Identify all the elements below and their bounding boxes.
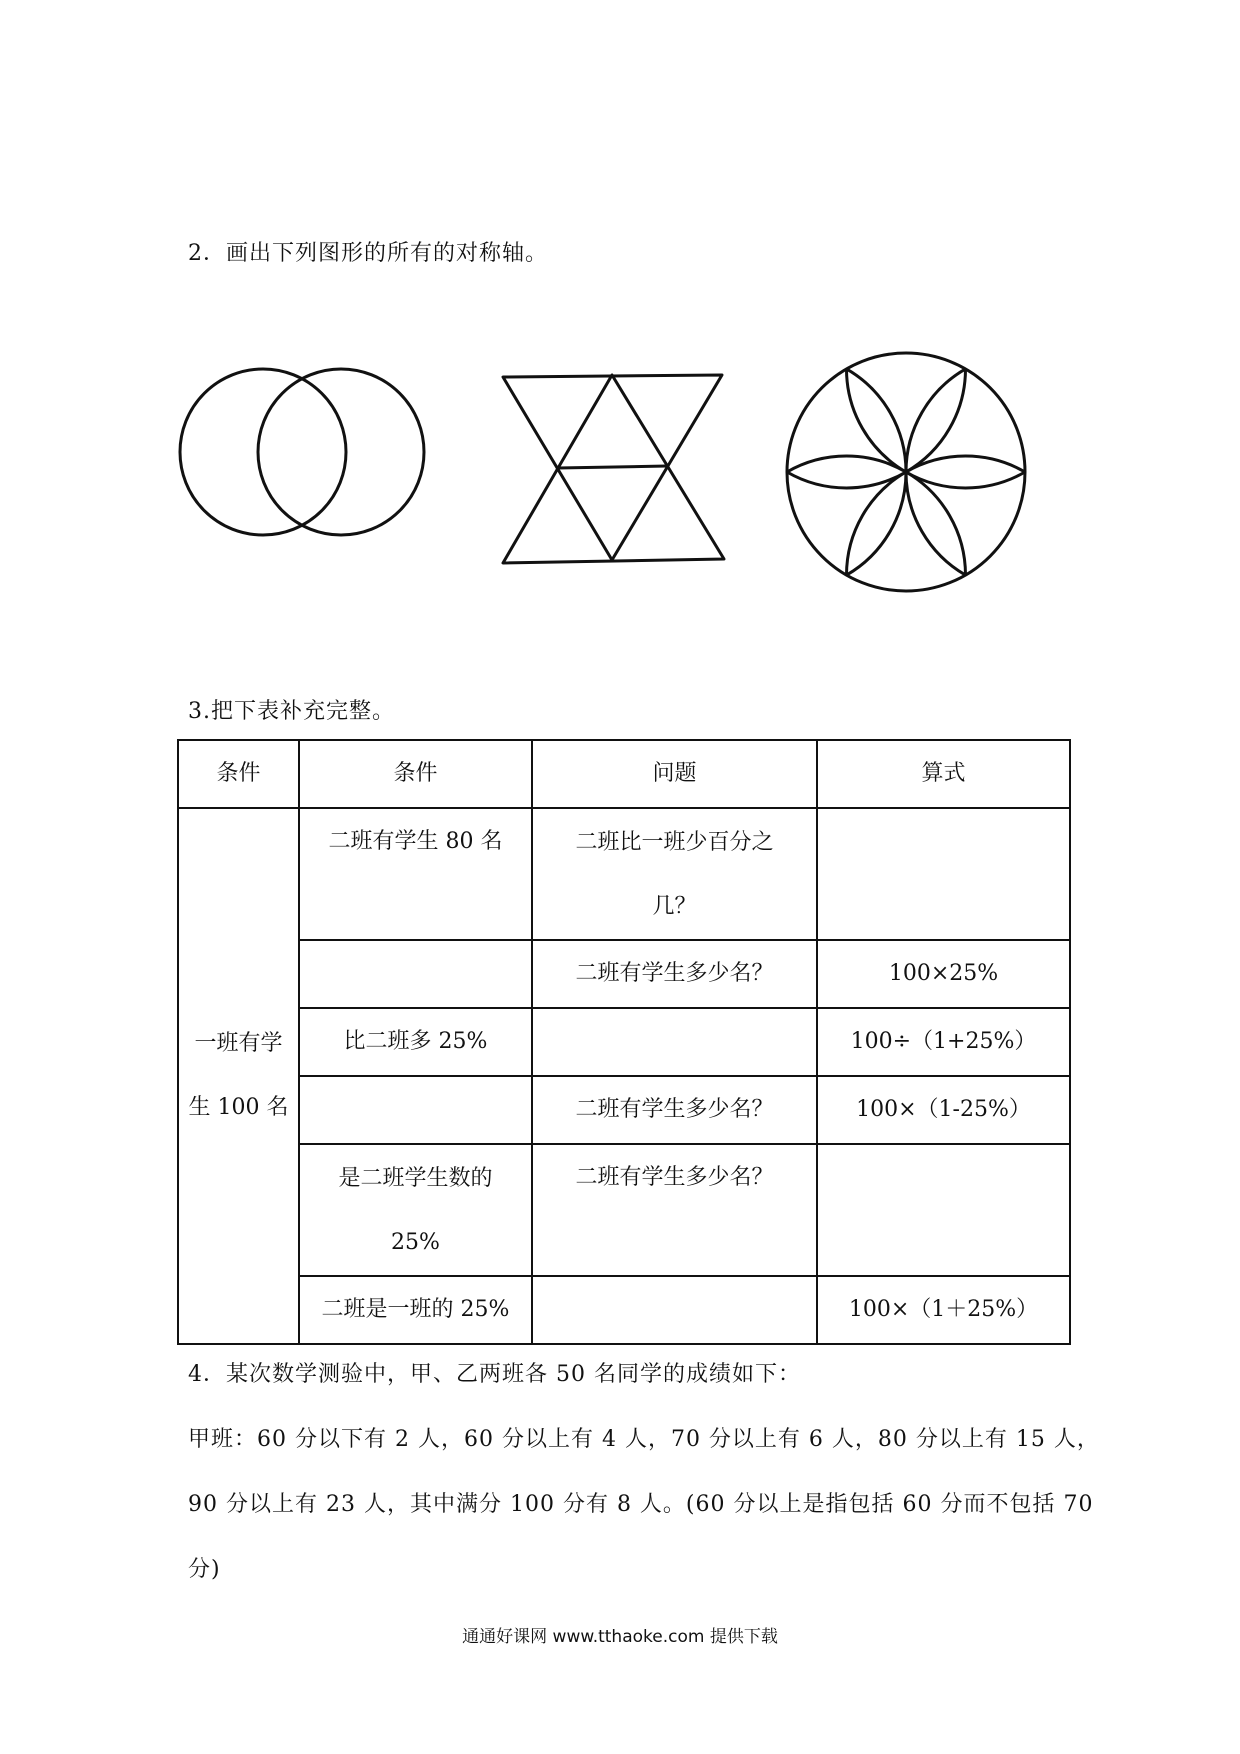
table-row	[178, 1276, 1070, 1344]
cond-cell: 二班有学生 80 名	[299, 808, 532, 940]
cond-cell: 二班是一班的 25%	[299, 1276, 532, 1344]
question-4-line-1: 甲班：60 分以下有 2 人，60 分以上有 4 人，70 分以上有 6 人，80 分以上有 15 人，	[188, 1427, 1100, 1452]
formula-cell[interactable]	[817, 808, 1070, 940]
two-overlapping-circles-figure	[180, 369, 424, 535]
petal-1	[906, 472, 1025, 488]
formula-cell: 100×（1＋25%）	[817, 1276, 1070, 1344]
question-3-title: 3.把下表补充完整。	[188, 699, 395, 724]
question-cell: 二班有学生多少名？	[532, 1076, 817, 1144]
question-4-title: 4．某次数学测验中，甲、乙两班各 50 名同学的成绩如下：	[188, 1362, 801, 1387]
formula-cell: 100×25%	[817, 940, 1070, 1008]
completion-table	[177, 739, 1071, 1345]
formula-cell: 100÷（1+25%）	[817, 1008, 1070, 1076]
petal-5b	[846, 369, 906, 472]
petal-3	[906, 369, 966, 472]
header-formula: 算式	[817, 740, 1070, 808]
table-row	[178, 1008, 1070, 1076]
petal-3b	[906, 369, 966, 472]
top-triangle	[503, 375, 722, 560]
question-cell: 二班比一班少百分之 几？	[532, 808, 817, 940]
table-row	[178, 1144, 1070, 1276]
petal-6	[906, 472, 966, 575]
cond-cell[interactable]	[299, 940, 532, 1008]
petal-4b	[847, 472, 907, 575]
petal-2b	[787, 472, 906, 488]
question-cell: 二班有学生多少名？	[532, 940, 817, 1008]
question-4-line-3: 分)	[188, 1557, 221, 1582]
right-circle	[258, 369, 424, 535]
cond-cell: 比二班多 25%	[299, 1008, 532, 1076]
cond-cell: 是二班学生数的 25%	[299, 1144, 532, 1276]
question-cell[interactable]	[532, 1008, 817, 1076]
six-petal-flower-figure	[787, 353, 1025, 591]
petal-4	[846, 472, 906, 575]
bottom-triangle	[503, 375, 724, 563]
cond-cell[interactable]	[299, 1076, 532, 1144]
table-row	[178, 1076, 1070, 1144]
outer-circle	[787, 353, 1025, 591]
petal-6b	[906, 472, 966, 575]
left-circle	[180, 369, 346, 535]
question-cell: 二班有学生多少名？	[532, 1144, 817, 1276]
header-condition-1: 条件	[178, 740, 299, 808]
page-footer: 通通好课网 www.tthaoke.com 提供下载	[462, 1627, 778, 1647]
question-4-line-2: 90 分以上有 23 人，其中满分 100 分有 8 人。(60 分以上是指包括 60 分而不包括 70	[188, 1492, 1094, 1517]
petal-5	[847, 369, 907, 472]
table-row	[178, 808, 1070, 940]
formula-cell: 100×（1-25%）	[817, 1076, 1070, 1144]
middle-line	[558, 466, 667, 468]
hourglass-triangles-figure	[503, 375, 724, 563]
table-header-row	[178, 740, 1070, 808]
first-condition-cell: 一班有学 生 100 名	[178, 808, 299, 1344]
header-question: 问题	[532, 740, 817, 808]
petal-1b	[906, 456, 1025, 472]
question-2-title: 2．画出下列图形的所有的对称轴。	[188, 241, 548, 266]
formula-cell[interactable]	[817, 1144, 1070, 1276]
petal-2	[787, 456, 906, 472]
table-row	[178, 940, 1070, 1008]
symmetry-figures	[0, 0, 1240, 700]
header-condition-2: 条件	[299, 740, 532, 808]
question-cell[interactable]	[532, 1276, 817, 1344]
